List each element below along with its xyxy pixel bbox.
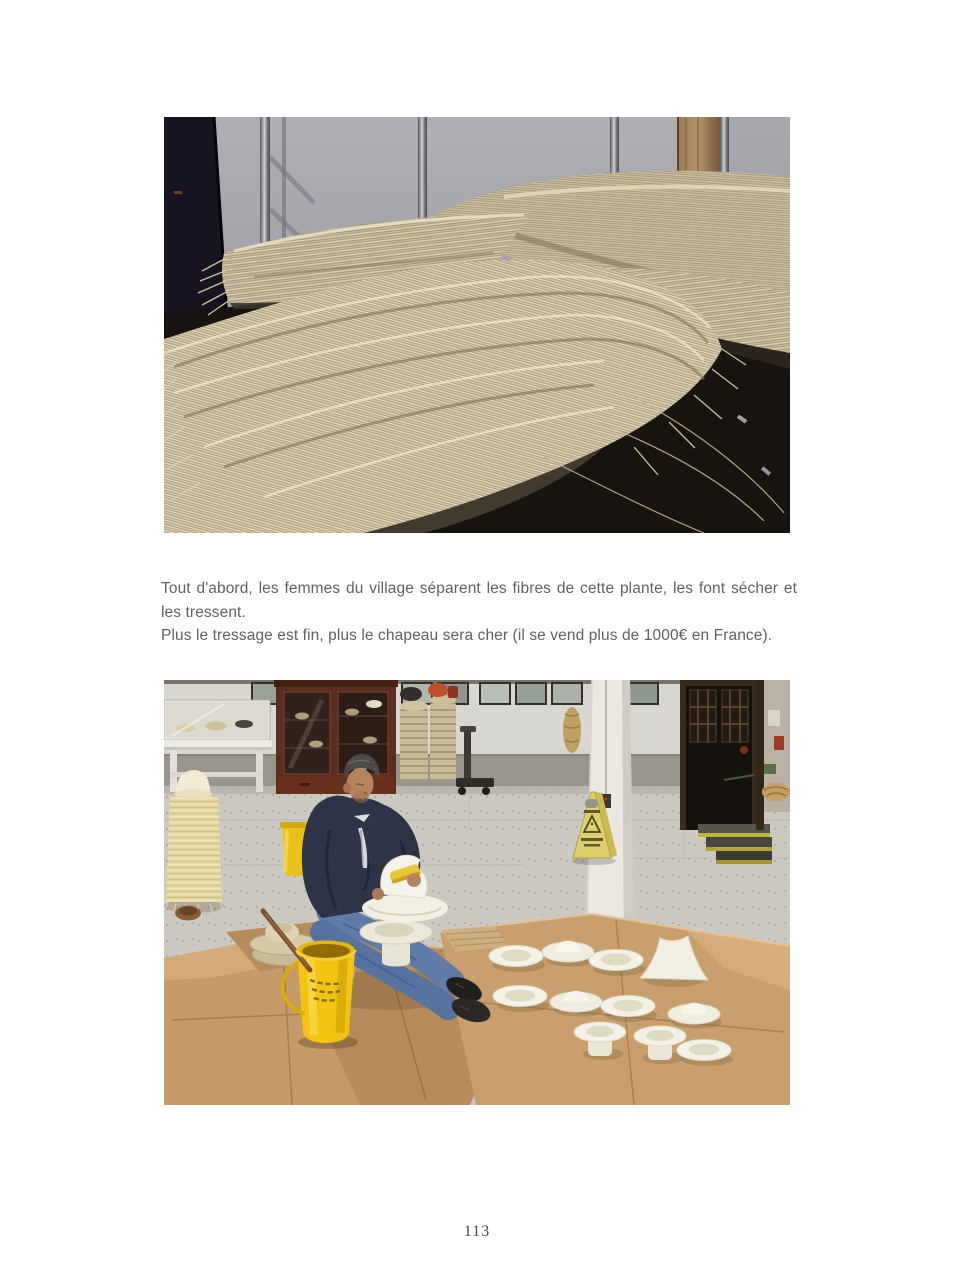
body-text bbox=[161, 577, 797, 648]
paragraph-fibres: Tout d'abord, les femmes du village séparent les fibres de cette plante, les font sécher et les tressent. bbox=[161, 580, 797, 621]
wall-basket bbox=[563, 707, 581, 753]
page-number: 113 bbox=[463, 1223, 491, 1240]
photo-hat-workshop bbox=[164, 680, 790, 1105]
gourd-bowl bbox=[175, 906, 201, 921]
photo-fiber-drying bbox=[164, 117, 790, 533]
wooden-cabinet bbox=[274, 680, 398, 794]
paragraph-prix: Plus le tressage est fin, plus le chapeau sera cher (il se vend plus de 1000€ en France). bbox=[161, 627, 773, 644]
doorway bbox=[680, 680, 758, 830]
bright-opening bbox=[756, 680, 790, 830]
